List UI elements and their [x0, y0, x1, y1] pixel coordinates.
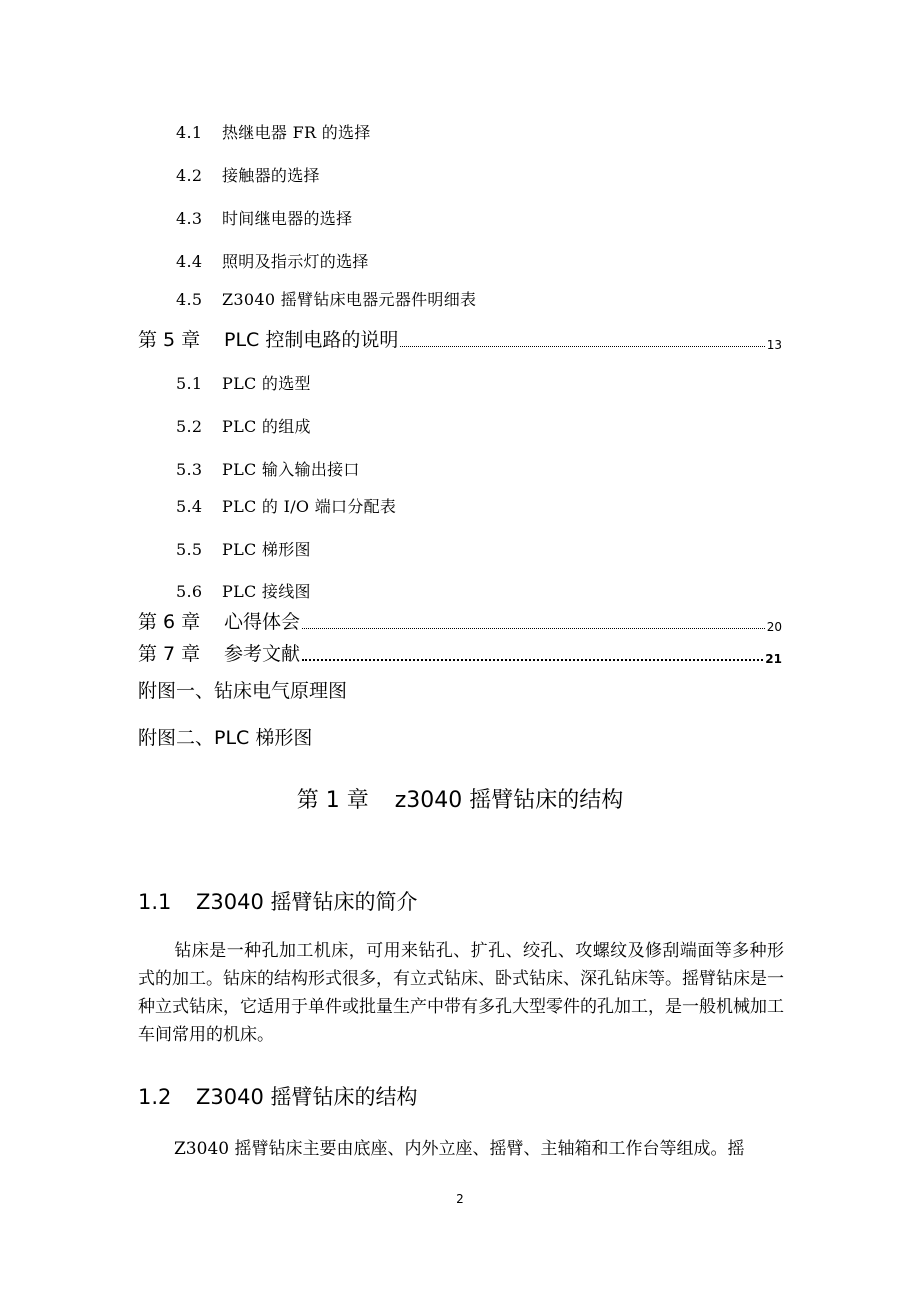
section-number: 1.2	[138, 1085, 172, 1109]
toc-item-number: 4.3	[176, 209, 203, 228]
toc-chapter-title: 心得体会	[224, 611, 301, 633]
toc-item-5-2[interactable]	[176, 414, 311, 437]
toc-leader-dots	[302, 627, 765, 629]
paragraph-1-1	[138, 937, 784, 1049]
toc-item-title: PLC 的选型	[222, 374, 311, 393]
toc-item-5-4[interactable]	[176, 494, 396, 517]
page-number: 2	[456, 1192, 464, 1206]
toc-chapter-6[interactable]	[138, 607, 782, 634]
toc-item-title: 照明及指示灯的选择	[222, 252, 369, 271]
section-title: Z3040 摇臂钻床的简介	[196, 890, 418, 914]
toc-page-number: 20	[766, 620, 782, 634]
toc-appendix-1[interactable]: 附图一、钻床电气原理图	[138, 680, 348, 702]
toc-leader-dots	[302, 658, 763, 661]
toc-item-number: 4.4	[176, 252, 203, 271]
toc-item-number: 5.3	[176, 460, 203, 479]
chapter-number: 第 1 章	[296, 788, 369, 813]
toc-chapter-title: PLC 控制电路的说明	[224, 329, 399, 351]
toc-item-number: 4.1	[176, 123, 203, 142]
chapter-heading	[0, 783, 920, 814]
toc-item-4-1[interactable]	[176, 120, 371, 143]
section-heading-1-2	[138, 1081, 418, 1111]
toc-item-number: 4.5	[176, 290, 203, 309]
toc-leader-dots	[400, 345, 764, 347]
toc-page-number: 13	[766, 338, 782, 352]
toc-item-title: PLC 梯形图	[222, 540, 311, 559]
paragraph-1-2	[138, 1135, 784, 1163]
paragraph-text: Z3040 摇臂钻床主要由底座、内外立座、摇臂、主轴箱和工作台等组成。摇	[174, 1139, 745, 1159]
toc-item-number: 5.6	[176, 582, 203, 601]
toc-chapter-title: 参考文献	[224, 643, 301, 665]
paragraph-text: 钻床是一种孔加工机床，可用来钻孔、扩孔、绞孔、攻螺纹及修刮端面等多种形式的加工。钻床的结构形式很多，有立式钻床、卧式钻床、深孔钻床等。摇臂钻床是一种立式钻床，它适用于单件或批量生产中带有多孔大型零件的孔加工，是一般机械加工车间常用的机床。	[138, 941, 784, 1045]
toc-item-5-5[interactable]	[176, 537, 311, 560]
toc-item-number: 4.2	[176, 166, 203, 185]
toc-item-number: 5.4	[176, 497, 203, 516]
chapter-title: z3040 摇臂钻床的结构	[394, 788, 624, 813]
toc-item-number: 5.2	[176, 417, 203, 436]
toc-chapter-number: 第 5 章	[138, 329, 201, 351]
toc-item-title: PLC 接线图	[222, 582, 311, 601]
toc-appendix-2[interactable]: 附图二、PLC 梯形图	[138, 727, 313, 749]
toc-page-number: 21	[765, 652, 782, 666]
toc-item-title: PLC 的组成	[222, 417, 311, 436]
toc-item-number: 5.5	[176, 540, 203, 559]
toc-item-4-5[interactable]	[176, 287, 476, 310]
toc-item-5-3[interactable]	[176, 457, 360, 480]
toc-item-title: 接触器的选择	[222, 166, 320, 185]
toc-item-title: 热继电器 FR 的选择	[222, 123, 371, 142]
toc-chapter-7[interactable]	[138, 639, 782, 666]
toc-item-number: 5.1	[176, 374, 203, 393]
toc-item-4-2[interactable]	[176, 163, 320, 186]
section-number: 1.1	[138, 890, 172, 914]
toc-item-5-6[interactable]	[176, 579, 311, 602]
toc-chapter-number: 第 6 章	[138, 611, 201, 633]
section-title: Z3040 摇臂钻床的结构	[196, 1085, 418, 1109]
toc-item-5-1[interactable]	[176, 371, 311, 394]
toc-item-4-4[interactable]	[176, 249, 369, 272]
toc-item-title: 时间继电器的选择	[222, 209, 353, 228]
toc-item-title: Z3040 摇臂钻床电器元器件明细表	[222, 290, 477, 309]
toc-chapter-number: 第 7 章	[138, 643, 201, 665]
toc-item-4-3[interactable]	[176, 206, 352, 229]
section-heading-1-1	[138, 886, 418, 916]
toc-chapter-5[interactable]	[138, 325, 782, 352]
toc-item-title: PLC 的 I/O 端口分配表	[222, 497, 397, 516]
toc-item-title: PLC 输入输出接口	[222, 460, 360, 479]
